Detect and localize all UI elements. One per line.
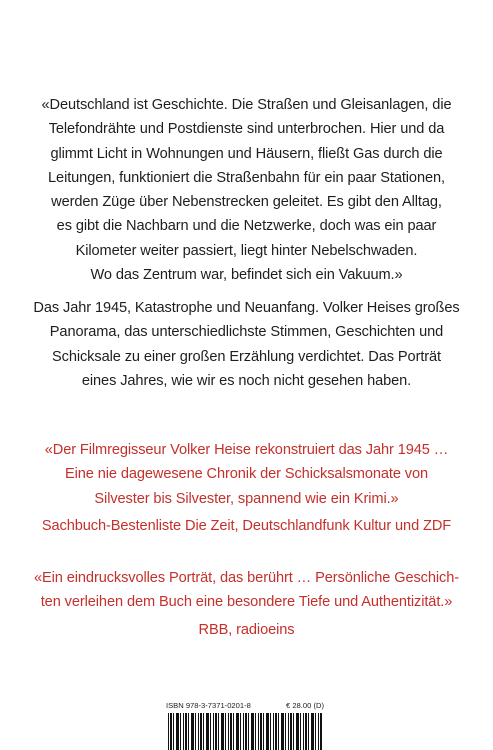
summary-line: eines Jahres, wie wir es noch nicht gesehen haben. — [81, 372, 412, 389]
book-summary — [0, 296, 493, 393]
barcode-icon — [168, 713, 322, 750]
intro-quote-line: Kilometer weiter passiert, liegt hinter Nebelschwaden. — [75, 242, 418, 259]
review-quote-line: Silvester bis Silvester, spannend wie ein Krimi.» — [94, 490, 399, 507]
intro-quote-line: Telefondrähte und Postdienste sind unterbrochen. Hier und da — [48, 121, 445, 138]
intro-quote-line: «Deutschland ist Geschichte. Die Straßen und Gleisanlagen, die — [41, 97, 452, 113]
review-quote-line: Eine nie dagewesene Chronik der Schicksalsmonate von — [64, 466, 429, 483]
review-source-1 — [0, 514, 493, 538]
review-source-text: Sachbuch-Bestenliste Die Zeit, Deutschlandfunk Kultur und ZDF — [41, 518, 452, 534]
review-quote-line: «Ein eindrucksvolles Porträt, das berührt … Persönliche Geschich- — [33, 570, 460, 586]
review-quote-line: «Der Filmregisseur Volker Heise rekonstruiert das Jahr 1945 … — [44, 442, 449, 458]
intro-quote-line: Wo das Zentrum war, befindet sich ein Vakuum.» — [90, 267, 403, 284]
intro-quote — [0, 93, 493, 287]
intro-quote-line: Leitungen, funktioniert die Straßenbahn für ein paar Stationen, — [48, 169, 445, 186]
intro-quote-line: glimmt Licht in Wohnungen und Häusern, fließt Gas durch die — [50, 145, 443, 162]
price-label: € 28.00 (D) — [286, 701, 324, 710]
intro-quote-line: werden Züge über Nebenstrecken geleitet. Es gibt den Alltag, — [51, 194, 442, 211]
review-quote-line: ten verleihen dem Buch eine besondere Tiefe und Authentizität.» — [40, 594, 453, 611]
summary-line: Das Jahr 1945, Katastrophe und Neuanfang. Volker Heises großes — [33, 300, 460, 316]
barcode-panel — [166, 700, 324, 750]
review-quote-2 — [0, 566, 493, 615]
review-source-text: RBB, radioeins — [198, 622, 295, 638]
isbn-price-line — [166, 701, 324, 710]
isbn-number: ISBN 978-3-7371-0201-8 — [166, 701, 251, 710]
summary-line: Panorama, das unterschiedlichste Stimmen, Geschichten und — [49, 324, 444, 341]
review-source-2 — [0, 618, 493, 642]
summary-line: Schicksale zu einer großen Erzählung verdichtet. Das Porträt — [51, 348, 442, 365]
review-quote-1 — [0, 438, 493, 511]
intro-quote-line: es gibt die Nachbarn und die Netzwerke, doch was ein paar — [56, 218, 437, 235]
